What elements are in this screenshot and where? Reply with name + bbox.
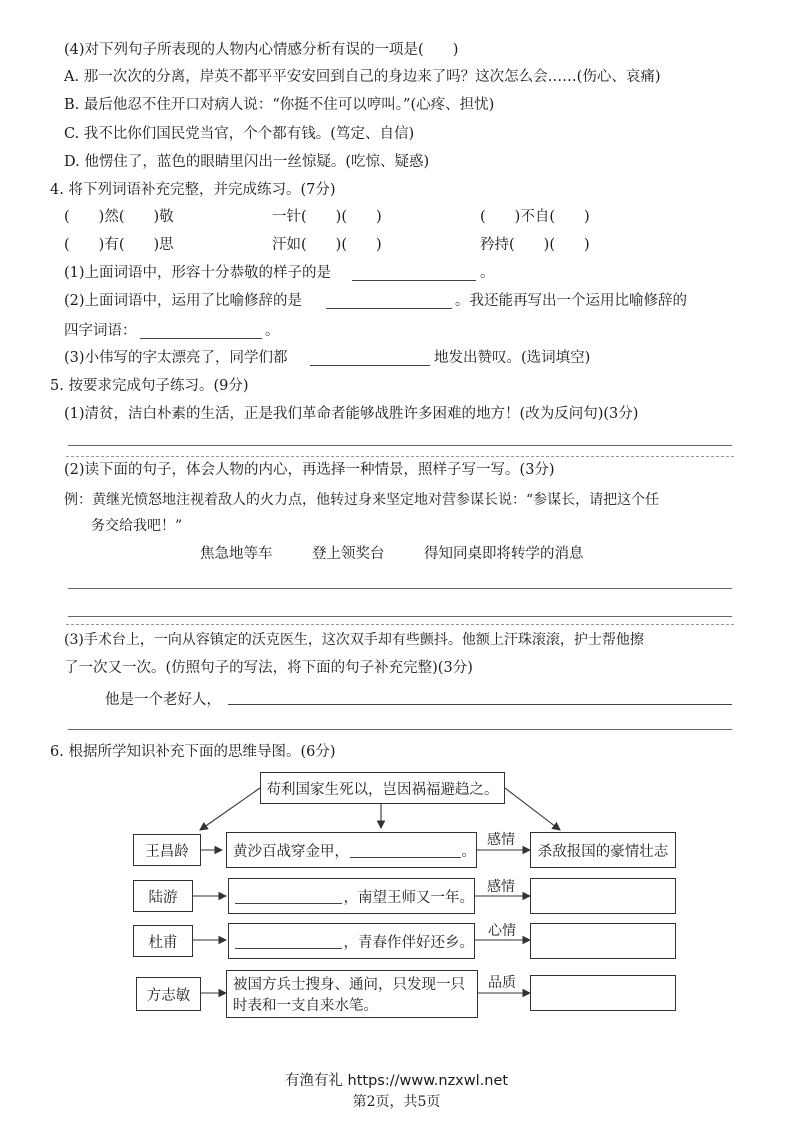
answer-box: 杀敌报国的豪情壮志 [530,832,676,868]
question-5-title: 5. 按要求完成句子练习。(9分) [50,378,249,394]
q5-part-2: (2)读下面的句子，体会人物的内心，再选择一种情景，照样子写一写。(3分) [64,462,555,478]
scene-option-3: 得知同桌即将转学的消息 [424,546,584,562]
idiom-3: ( )不自( ) [480,209,590,225]
poet-box: 王昌龄 [133,834,201,866]
q5-part-3: (3)手术台上，一向从容镇定的沃克医生，这次双手却有些颤抖。他额上汗珠滚滚，护士帮他擦 [64,632,644,648]
relation-label: 感情 [487,832,515,848]
relation-label: 心情 [488,923,516,939]
idiom-2: 一针( )( ) [272,209,382,225]
q4-sub-1: (1)上面词语中，形容十分恭敬的样子的是 [64,265,332,281]
scene-option-1: 焦急地等车 [200,546,273,562]
verse-blank[interactable] [235,934,342,949]
q4-sub-2: (2)上面词语中，运用了比喻修辞的是 [64,293,303,309]
verse-box: ，青春作伴好还乡。 [228,923,475,959]
option-b: B. 最后他忍不住开口对病人说：“你挺不住可以哼叫。”(心疼、担忧) [64,97,495,113]
answer-box[interactable] [530,975,676,1011]
verse-blank[interactable] [350,843,461,858]
question-4-title: 4. 将下列词语补充完整，并完成练习。(7分) [50,182,336,198]
watermark: 有渔有礼 https://www.nzxwl.net [284,1073,509,1089]
mind-map-root: 苟利国家生死以，岂因祸福避趋之。 [260,772,505,804]
verse-box: ，南望王师又一年。 [228,878,475,914]
option-c: C. 我不比你们国民党当官，个个都有钱。(笃定、自信) [64,126,415,142]
option-a: A. 那一次次的分离，岸英不都平平安安回到自己的身边来了吗？这次怎么会……(伤心、哀痛) [64,69,661,85]
poet-box: 方志敏 [136,977,201,1011]
verse-blank[interactable] [235,889,342,904]
answer-box[interactable] [530,923,676,959]
page-number: 第2页，共5页 [352,1094,441,1110]
question-6-title: 6. 根据所学知识补充下面的思维导图。(6分) [50,744,336,760]
q5-part-1: (1)清贫，洁白朴素的生活，正是我们革命者能够战胜许多困难的地方！(改为反问句)(3分) [64,406,639,422]
verse-box: 黄沙百战穿金甲， 。 [226,832,477,868]
idiom-5: 汗如( )( ) [272,237,382,253]
poet-box: 陆游 [133,880,193,912]
example-sentence: 例：黄继光愤怒地注视着敌人的火力点，他转过身来坚定地对营参谋长说：“参谋长，请把这个任 [64,492,660,508]
idiom-1: ( )然( )敬 [64,209,174,225]
idiom-6: 矜持( )( ) [480,237,590,253]
option-d: D. 他愣住了，蓝色的眼睛里闪出一丝惊疑。(吃惊、疑惑) [64,154,430,170]
q4-4-stem: (4)对下列句子所表现的人物内心情感分析有误的一项是( ) [64,42,459,58]
idiom-4: ( )有( )思 [64,237,174,253]
q4-sub-3: (3)小伟写的字太漂亮了，同学们都 [64,350,288,366]
relation-label: 感情 [487,879,515,895]
verse-box: 被国方兵士搜身、通问，只发现一只时表和一支自来水笔。 [226,970,478,1018]
poet-box: 杜甫 [133,925,193,957]
scene-option-2: 登上领奖台 [312,546,385,562]
answer-box[interactable] [530,878,676,914]
relation-label: 品质 [488,975,516,991]
